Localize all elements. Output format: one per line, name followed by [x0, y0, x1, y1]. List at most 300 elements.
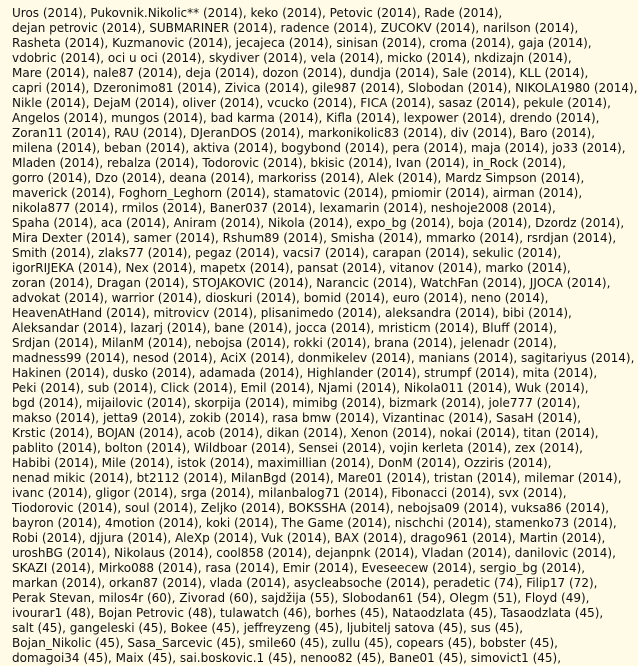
- user-link[interactable]: uroshBG (2014),: [12, 546, 115, 560]
- user-link[interactable]: Foghorn_Leghorn (2014),: [118, 186, 274, 200]
- user-link[interactable]: euro (2014),: [392, 291, 471, 305]
- user-link[interactable]: pmiomir (2014),: [391, 186, 493, 200]
- user-link[interactable]: mijailovic (2014),: [86, 396, 195, 410]
- user-link[interactable]: Mira Dexter (2014),: [12, 231, 134, 245]
- user-link[interactable]: Dzeronimo81 (2014),: [93, 81, 225, 95]
- user-link[interactable]: Emir (2014),: [282, 561, 362, 575]
- user-link[interactable]: madness99 (2014),: [12, 351, 133, 365]
- user-link[interactable]: dundja (2014),: [350, 66, 443, 80]
- user-link[interactable]: bibi (2014),: [502, 306, 572, 320]
- user-link[interactable]: lexpower (2014),: [403, 111, 510, 125]
- user-link[interactable]: Smith (2014),: [12, 246, 99, 260]
- user-link[interactable]: aca (2014),: [100, 216, 174, 230]
- user-link[interactable]: vdobric (2014),: [12, 51, 108, 65]
- user-link[interactable]: djjura (2014),: [89, 531, 175, 545]
- user-link[interactable]: Baner037 (2014),: [209, 201, 320, 215]
- user-link[interactable]: mapetx (2014),: [200, 261, 298, 275]
- user-link[interactable]: titan (2014),: [523, 426, 599, 440]
- user-link[interactable]: bizmark (2014),: [389, 396, 489, 410]
- user-link[interactable]: div (2014),: [450, 126, 520, 140]
- user-list-row: [12, 396, 603, 411]
- user-link[interactable]: NIKOLA1980 (2014),: [515, 81, 638, 95]
- user-link[interactable]: airman (2014),: [492, 186, 583, 200]
- user-link[interactable]: rmilos (2014),: [121, 201, 210, 215]
- user-link[interactable]: plisanimedo (2014),: [260, 306, 385, 320]
- user-link[interactable]: Olegm (51),: [449, 591, 525, 605]
- user-link[interactable]: Aniram (2014),: [173, 216, 269, 230]
- user-link[interactable]: carapan (2014),: [372, 246, 473, 260]
- user-list-row: [12, 126, 603, 141]
- user-link[interactable]: mitrovicv (2014),: [153, 306, 261, 320]
- user-list-row: [12, 366, 603, 381]
- user-link[interactable]: zex (2014),: [514, 441, 583, 455]
- user-link[interactable]: Vuk (2014),: [261, 531, 335, 545]
- user-link[interactable]: dioskuri (2014),: [205, 291, 304, 305]
- user-link[interactable]: rasa (2014),: [205, 561, 283, 575]
- user-link[interactable]: FICA (2014),: [360, 96, 439, 110]
- user-list-row: [12, 486, 603, 501]
- user-link[interactable]: maximillian (2014),: [257, 456, 379, 470]
- user-link[interactable]: Baro (2014),: [519, 126, 596, 140]
- user-link[interactable]: adamada (2014),: [199, 366, 307, 380]
- user-link[interactable]: sasaz (2014),: [438, 96, 524, 110]
- user-link[interactable]: milena (2014),: [12, 141, 105, 155]
- user-link[interactable]: peradetic (74),: [433, 576, 527, 590]
- user-link[interactable]: WatchFan (2014),: [420, 276, 530, 290]
- user-link[interactable]: Martin (2014),: [519, 531, 606, 545]
- user-link[interactable]: markoriss (2014),: [257, 171, 368, 185]
- user-link[interactable]: zlaks77 (2014),: [98, 246, 196, 260]
- user-link[interactable]: STOJAKOVIC (2014),: [192, 276, 317, 290]
- user-link[interactable]: sergio_bg (2014),: [479, 561, 586, 575]
- user-link[interactable]: Floyd (49),: [524, 591, 590, 605]
- user-link[interactable]: BOJAN (2014),: [97, 426, 187, 440]
- user-link[interactable]: Bokee (45),: [170, 621, 244, 635]
- user-link[interactable]: stamenko73 (2014),: [495, 516, 617, 530]
- user-link[interactable]: Mare (2014),: [12, 66, 94, 80]
- user-list-row: [12, 156, 603, 171]
- user-link[interactable]: nischchi (2014),: [394, 516, 496, 530]
- user-list-row: [12, 456, 603, 471]
- user-link[interactable]: gligor (2014),: [95, 486, 181, 500]
- user-link[interactable]: expo_bg (2014),: [356, 216, 459, 230]
- user-link[interactable]: beban (2014),: [104, 141, 193, 155]
- user-link[interactable]: oci u oci (2014),: [107, 51, 210, 65]
- user-link[interactable]: nebojsa (2014),: [195, 336, 294, 350]
- user-link[interactable]: jo33 (2014),: [552, 141, 626, 155]
- user-link[interactable]: pablito (2014),: [12, 441, 105, 455]
- user-link[interactable]: MilanM (2014),: [101, 336, 196, 350]
- user-link[interactable]: vacsi7 (2014),: [282, 246, 373, 260]
- user-link[interactable]: Nikola (2014),: [268, 216, 357, 230]
- user-list-row: [12, 441, 603, 456]
- user-link[interactable]: markan (2014),: [12, 576, 110, 590]
- user-link[interactable]: lazarj (2014),: [130, 321, 215, 335]
- user-link[interactable]: vuksa86 (2014),: [511, 501, 610, 515]
- user-link[interactable]: Mirko088 (2014),: [98, 561, 206, 575]
- user-link[interactable]: nesod (2014),: [132, 351, 221, 365]
- user-link[interactable]: dozon (2014),: [262, 66, 351, 80]
- user-link[interactable]: dejanpnk (2014),: [315, 546, 422, 560]
- user-link[interactable]: pegaz (2014),: [195, 246, 283, 260]
- user-link[interactable]: cool858 (2014),: [216, 546, 316, 560]
- user-link[interactable]: orkan87 (2014),: [109, 576, 210, 590]
- user-link[interactable]: brana (2014),: [374, 336, 461, 350]
- user-link[interactable]: DonM (2014),: [378, 456, 465, 470]
- user-link[interactable]: keko (2014),: [250, 6, 330, 20]
- user-link[interactable]: dusko (2014),: [112, 366, 200, 380]
- user-link[interactable]: sagitariyus (2014),: [521, 351, 635, 365]
- user-link[interactable]: drago961 (2014),: [410, 531, 520, 545]
- user-link[interactable]: gile987 (2014),: [312, 81, 408, 95]
- user-link[interactable]: Krstic (2014),: [12, 426, 98, 440]
- user-link[interactable]: milos4r (60),: [98, 591, 180, 605]
- user-link[interactable]: BOKSSHA (2014),: [288, 501, 398, 515]
- user-link[interactable]: Dzordz (2014),: [535, 216, 625, 230]
- user-link[interactable]: Ozziris (2014),: [464, 456, 552, 470]
- user-link[interactable]: Angelos (2014),: [12, 111, 112, 125]
- user-link[interactable]: nokai (2014),: [439, 426, 524, 440]
- user-link[interactable]: Wildboar (2014),: [193, 441, 299, 455]
- user-link[interactable]: jecajeca (2014),: [235, 36, 337, 50]
- user-link[interactable]: gangeleski (45),: [69, 621, 171, 635]
- user-link[interactable]: donmikelev (2014),: [297, 351, 419, 365]
- user-link[interactable]: bkisic (2014),: [310, 156, 396, 170]
- user-list-row: [12, 471, 622, 486]
- user-link[interactable]: bgd (2014),: [12, 396, 87, 410]
- user-link[interactable]: borhes (45),: [315, 606, 393, 620]
- user-list-row: [12, 411, 603, 426]
- user-link[interactable]: samer (2014),: [133, 231, 223, 245]
- user-link[interactable]: Rshum89 (2014),: [222, 231, 331, 245]
- user-link[interactable]: HeavenAtHand (2014),: [12, 306, 154, 320]
- user-link[interactable]: Sensei (2014),: [298, 441, 390, 455]
- user-link[interactable]: sai.boskovic.1 (45),: [179, 651, 301, 665]
- user-link[interactable]: gaja (2014),: [518, 36, 592, 50]
- user-link[interactable]: markonikolic83 (2014),: [307, 126, 451, 140]
- user-link[interactable]: gorro (2014),: [12, 171, 96, 185]
- user-link[interactable]: mristicm (2014),: [378, 321, 483, 335]
- user-link[interactable]: BAX (2014),: [334, 531, 411, 545]
- user-link[interactable]: pera (2014),: [392, 141, 471, 155]
- user-link[interactable]: jole777 (2014),: [488, 396, 581, 410]
- user-link[interactable]: Sale (2014),: [442, 66, 520, 80]
- user-link[interactable]: oliver (2014),: [182, 96, 268, 110]
- user-link[interactable]: boja (2014),: [458, 216, 536, 230]
- user-link[interactable]: sub (2014),: [87, 381, 161, 395]
- user-link[interactable]: Rasheta (2014),: [12, 36, 113, 50]
- user-link[interactable]: narilson (2014),: [483, 21, 579, 35]
- user-link[interactable]: AciX (2014),: [220, 351, 298, 365]
- user-link[interactable]: soul (2014),: [125, 501, 201, 515]
- user-link[interactable]: igorRIJEKA (2014),: [12, 261, 126, 275]
- user-link[interactable]: mmarko (2014),: [425, 231, 527, 245]
- user-list-row: [12, 651, 603, 666]
- user-link[interactable]: vlada (2014),: [209, 576, 294, 590]
- user-link[interactable]: deana (2014),: [169, 171, 258, 185]
- user-list-row: [12, 186, 603, 201]
- user-link[interactable]: Smisha (2014),: [330, 231, 426, 245]
- user-list-row: [12, 426, 603, 441]
- user-link[interactable]: srga (2014),: [180, 486, 259, 500]
- user-list-row: [12, 546, 616, 561]
- user-link[interactable]: Njami (2014),: [317, 381, 404, 395]
- user-link[interactable]: Nataodzlata (45),: [392, 606, 501, 620]
- user-link[interactable]: Spaha (2014),: [12, 216, 101, 230]
- user-link[interactable]: pansat (2014),: [297, 261, 390, 275]
- user-list-row: [12, 561, 603, 576]
- user-link[interactable]: sinisan (2014),: [336, 36, 430, 50]
- user-link[interactable]: Tiodorovic (2014),: [12, 501, 125, 515]
- user-list-row: [12, 531, 606, 546]
- user-list-row: [12, 141, 626, 156]
- user-link[interactable]: drendo (2014),: [509, 111, 600, 125]
- user-link[interactable]: sajdžija (55),: [261, 591, 343, 605]
- user-link[interactable]: ljubitelj satova (45),: [346, 621, 471, 635]
- user-link[interactable]: The Game (2014),: [281, 516, 395, 530]
- user-link[interactable]: Eveseecew (2014),: [361, 561, 480, 575]
- user-list-row: [12, 111, 603, 126]
- user-link[interactable]: tristan (2014),: [434, 471, 525, 485]
- user-link[interactable]: Nikle (2014),: [12, 96, 94, 110]
- user-link[interactable]: Mile (2014),: [101, 456, 178, 470]
- user-link[interactable]: bt2112 (2014),: [136, 471, 231, 485]
- user-link[interactable]: Slobodan61 (54),: [342, 591, 450, 605]
- user-list-row: [12, 171, 603, 186]
- user-link[interactable]: Nikolaus (2014),: [114, 546, 217, 560]
- user-link[interactable]: vcucko (2014),: [267, 96, 361, 110]
- user-link[interactable]: bomid (2014),: [303, 291, 393, 305]
- user-link[interactable]: istok (2014),: [177, 456, 258, 470]
- user-link[interactable]: Dragan (2014),: [96, 276, 193, 290]
- user-link[interactable]: micko (2014),: [387, 51, 474, 65]
- user-link[interactable]: Bojan Petrovic (48),: [98, 606, 221, 620]
- user-link[interactable]: rsrdjan (2014),: [526, 231, 617, 245]
- user-link[interactable]: bane (2014),: [214, 321, 296, 335]
- user-link[interactable]: Zivica (2014),: [224, 81, 313, 95]
- user-link[interactable]: sekulic (2014),: [472, 246, 562, 260]
- user-link[interactable]: Kuzmanovic (2014),: [112, 36, 236, 50]
- user-link[interactable]: bogybond (2014),: [281, 141, 393, 155]
- user-link[interactable]: Emil (2014),: [240, 381, 318, 395]
- user-link[interactable]: Rade (2014),: [424, 6, 503, 20]
- user-link[interactable]: milanbalog71 (2014),: [258, 486, 392, 500]
- user-link[interactable]: nale87 (2014),: [93, 66, 186, 80]
- user-link[interactable]: zullu (45),: [332, 636, 397, 650]
- user-link[interactable]: Nex (2014),: [125, 261, 201, 275]
- user-link[interactable]: Click (2014),: [160, 381, 241, 395]
- user-link[interactable]: Srdjan (2014),: [12, 336, 102, 350]
- user-link[interactable]: nenad mikic (2014),: [12, 471, 137, 485]
- user-link[interactable]: Perak Stevan,: [12, 591, 99, 605]
- user-link[interactable]: Mardz Simpson (2014),: [445, 171, 585, 185]
- user-link[interactable]: koki (2014),: [206, 516, 282, 530]
- user-list-row: [12, 66, 603, 81]
- user-link[interactable]: warrior (2014),: [111, 291, 206, 305]
- user-link[interactable]: Dzo (2014),: [95, 171, 170, 185]
- user-link[interactable]: neno (2014),: [471, 291, 549, 305]
- user-list-row: [12, 231, 617, 246]
- user-link[interactable]: ivanc (2014),: [12, 486, 96, 500]
- user-link[interactable]: mimibg (2014),: [292, 396, 389, 410]
- user-link[interactable]: Narancic (2014),: [316, 276, 421, 290]
- user-link[interactable]: Aleksandar (2014),: [12, 321, 131, 335]
- user-link[interactable]: ZUCOKV (2014),: [380, 21, 484, 35]
- user-link[interactable]: Alek (2014),: [367, 171, 446, 185]
- user-link[interactable]: Todorovic (2014),: [202, 156, 311, 170]
- user-link[interactable]: Zeljko (2014),: [200, 501, 289, 515]
- user-link[interactable]: Slobodan (2014),: [407, 81, 516, 95]
- user-link[interactable]: Mladen (2014),: [12, 156, 107, 170]
- user-link[interactable]: sus (45),: [470, 621, 524, 635]
- user-list-row: [12, 591, 603, 606]
- user-list-row: [12, 21, 603, 36]
- user-link[interactable]: Bane01 (45),: [388, 651, 471, 665]
- user-link[interactable]: rokki (2014),: [293, 336, 375, 350]
- user-link[interactable]: smile60 (45),: [248, 636, 333, 650]
- user-link[interactable]: Fibonacci (2014),: [391, 486, 499, 500]
- user-link[interactable]: milemar (2014),: [524, 471, 622, 485]
- user-list-row: [12, 501, 610, 516]
- user-link[interactable]: makso (2014),: [12, 411, 103, 425]
- user-link[interactable]: asycleabsoche (2014),: [293, 576, 434, 590]
- user-link[interactable]: nenoo82 (45),: [300, 651, 389, 665]
- user-link[interactable]: DejaM (2014),: [93, 96, 183, 110]
- user-link[interactable]: mungos (2014),: [111, 111, 211, 125]
- user-link[interactable]: Sasa_Sarcevic (45),: [127, 636, 249, 650]
- user-link[interactable]: bolton (2014),: [104, 441, 194, 455]
- user-link[interactable]: skydiver (2014),: [209, 51, 311, 65]
- user-link[interactable]: croma (2014),: [429, 36, 519, 50]
- user-link[interactable]: Vizantinac (2014),: [382, 411, 496, 425]
- user-link[interactable]: rasa bmw (2014),: [272, 411, 383, 425]
- user-link[interactable]: vela (2014),: [310, 51, 388, 65]
- user-link[interactable]: maja (2014),: [470, 141, 553, 155]
- user-link[interactable]: Kifla (2014),: [326, 111, 404, 125]
- user-link[interactable]: Robi (2014),: [12, 531, 90, 545]
- user-list-row: [12, 576, 603, 591]
- user-link[interactable]: Pukovnik.Nikolic** (2014),: [90, 6, 251, 20]
- user-link[interactable]: nebojsa09 (2014),: [397, 501, 512, 515]
- user-link[interactable]: Hakinen (2014),: [12, 366, 113, 380]
- user-link[interactable]: manians (2014),: [418, 351, 522, 365]
- user-link[interactable]: aktiva (2014),: [192, 141, 282, 155]
- user-list-row: [12, 516, 617, 531]
- user-list-row: [12, 621, 603, 636]
- user-link[interactable]: SUBMARINER (2014),: [149, 21, 281, 35]
- user-list-row: [12, 96, 611, 111]
- user-link[interactable]: SKAZI (2014),: [12, 561, 99, 575]
- user-link[interactable]: salt (45),: [12, 621, 70, 635]
- user-link[interactable]: jeffreyzeng (45),: [243, 621, 347, 635]
- user-link[interactable]: rebalza (2014),: [107, 156, 203, 170]
- user-link[interactable]: pekule (2014),: [523, 96, 611, 110]
- user-link[interactable]: stamatovic (2014),: [273, 186, 392, 200]
- user-link[interactable]: Petovic (2014),: [329, 6, 425, 20]
- user-link[interactable]: Ivan (2014),: [395, 156, 473, 170]
- user-link[interactable]: svx (2014),: [498, 486, 567, 500]
- user-link[interactable]: tulawatch (46),: [220, 606, 316, 620]
- user-link[interactable]: strumpf (2014),: [424, 366, 523, 380]
- user-link[interactable]: MilanBgd (2014),: [230, 471, 338, 485]
- user-link[interactable]: vojin kerleta (2014),: [389, 441, 515, 455]
- user-link[interactable]: mita (2014),: [522, 366, 598, 380]
- user-link[interactable]: RAU (2014),: [114, 126, 191, 140]
- user-link[interactable]: marko (2014),: [485, 261, 571, 275]
- user-link[interactable]: dikan (2014),: [266, 426, 351, 440]
- user-link[interactable]: Xenon (2014),: [350, 426, 440, 440]
- user-link[interactable]: Peki (2014),: [12, 381, 88, 395]
- user-link[interactable]: deja (2014),: [185, 66, 263, 80]
- user-list-row: [12, 381, 603, 396]
- user-link[interactable]: Wuk (2014),: [515, 381, 589, 395]
- user-link[interactable]: 4motion (2014),: [105, 516, 207, 530]
- user-link[interactable]: dejan petrovic (2014),: [12, 21, 150, 35]
- user-link[interactable]: Vladan (2014),: [421, 546, 515, 560]
- user-link[interactable]: danilovic (2014),: [514, 546, 616, 560]
- user-link[interactable]: aleksandra (2014),: [384, 306, 503, 320]
- user-link[interactable]: jetta9 (2014),: [102, 411, 190, 425]
- user-link[interactable]: Mare01 (2014),: [337, 471, 435, 485]
- user-link[interactable]: nkdizajn (2014),: [474, 51, 572, 65]
- user-link[interactable]: jelenadr (2014),: [460, 336, 557, 350]
- user-link[interactable]: bad karma (2014),: [210, 111, 327, 125]
- user-link[interactable]: simovict1 (45),: [470, 651, 562, 665]
- user-link[interactable]: nikola877 (2014),: [12, 201, 122, 215]
- user-list-row: [12, 261, 603, 276]
- user-link[interactable]: Maix (45),: [115, 651, 180, 665]
- user-link[interactable]: Bluff (2014),: [482, 321, 558, 335]
- user-link[interactable]: capri (2014),: [12, 81, 94, 95]
- user-link[interactable]: KLL (2014),: [519, 66, 589, 80]
- user-list-row: [12, 291, 603, 306]
- user-link[interactable]: DJeranDOS (2014),: [190, 126, 308, 140]
- user-link[interactable]: Tasaodzlata (45),: [500, 606, 604, 620]
- user-link[interactable]: radence (2014),: [280, 21, 381, 35]
- user-link[interactable]: Nikola011 (2014),: [403, 381, 516, 395]
- user-link[interactable]: lexamarin (2014),: [319, 201, 431, 215]
- user-list-row: [12, 201, 603, 216]
- user-link[interactable]: jocca (2014),: [295, 321, 379, 335]
- user-link[interactable]: Zoran11 (2014),: [12, 126, 115, 140]
- user-link[interactable]: ivourar1 (48),: [12, 606, 99, 620]
- user-list-row: [12, 36, 603, 51]
- user-link[interactable]: JJOCA (2014),: [529, 276, 611, 290]
- user-link[interactable]: acob (2014),: [186, 426, 267, 440]
- user-link[interactable]: zoran (2014),: [12, 276, 97, 290]
- user-link[interactable]: Filip17 (72),: [526, 576, 598, 590]
- user-link[interactable]: domagoi34 (45),: [12, 651, 116, 665]
- user-link[interactable]: Uros (2014),: [12, 6, 91, 20]
- user-link[interactable]: zokib (2014),: [189, 411, 273, 425]
- user-link[interactable]: vitanov (2014),: [389, 261, 486, 275]
- user-link[interactable]: Zivorad (60),: [179, 591, 262, 605]
- user-list-row: [12, 336, 603, 351]
- user-link[interactable]: Habibi (2014),: [12, 456, 102, 470]
- user-link[interactable]: in_Rock (2014),: [472, 156, 566, 170]
- user-link[interactable]: Highlander (2014),: [306, 366, 425, 380]
- user-link[interactable]: advokat (2014),: [12, 291, 112, 305]
- user-link[interactable]: SasaH (2014),: [495, 411, 582, 425]
- user-link[interactable]: maverick (2014),: [12, 186, 119, 200]
- user-link[interactable]: Bojan_Nikolic (45),: [12, 636, 128, 650]
- user-link[interactable]: bayron (2014),: [12, 516, 106, 530]
- user-link[interactable]: skorpija (2014),: [194, 396, 293, 410]
- user-link[interactable]: bobster (45),: [479, 636, 558, 650]
- user-link[interactable]: neshoje2008 (2014),: [430, 201, 556, 215]
- user-link[interactable]: copears (45),: [396, 636, 480, 650]
- user-link[interactable]: AleXp (2014),: [174, 531, 262, 545]
